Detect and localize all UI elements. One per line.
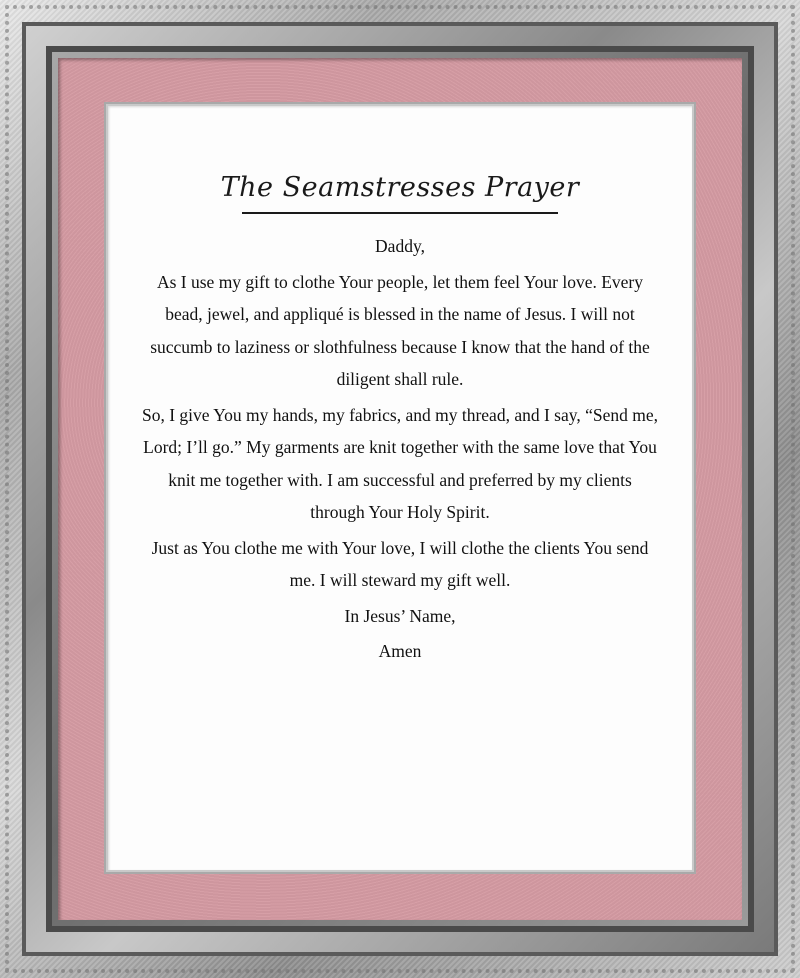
prayer-document bbox=[106, 104, 694, 872]
title-underline bbox=[242, 212, 558, 214]
paragraph-1: As I use my gift to clothe Your people, let them feel Your love. Every bead, jewel, and appliqué is blessed in the name of Jesus. I will not succumb to laziness or slothfulness because I know that the hand of the diligent shall rule. bbox=[150, 271, 650, 389]
greeting: Daddy, bbox=[375, 236, 425, 256]
paragraph-3: Just as You clothe me with Your love, I will clothe the clients You send me. I will steward my gift well. bbox=[151, 537, 649, 590]
amen: Amen bbox=[378, 641, 422, 661]
closing: In Jesus’ Name, bbox=[344, 605, 456, 626]
prayer-body bbox=[142, 230, 658, 671]
paragraph-2: So, I give You my hands, my fabrics, and my thread, and I say, “Send me, Lord; I’ll go.” My garments are knit together with the same love that You knit me together with. I am successful and preferred by my clients through Your Holy Spirit. bbox=[142, 404, 659, 522]
document-title: The Seamstresses Prayer bbox=[220, 172, 580, 203]
